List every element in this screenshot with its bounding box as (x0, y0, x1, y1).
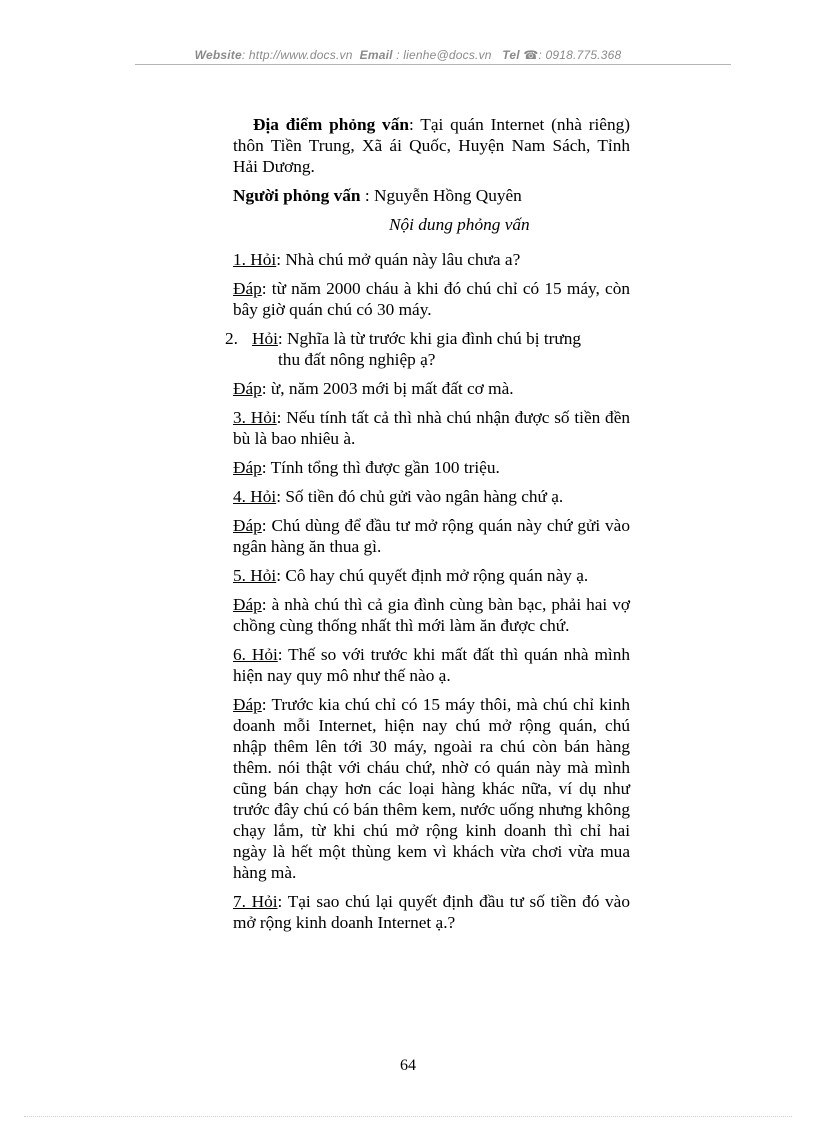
location-paragraph (233, 114, 630, 177)
answer-text: : à nhà chú thì cả gia đình cùng bàn bạc, phải hai vợ chồng cùng thống nhất thì mới làm ăn được chứ. (233, 595, 630, 635)
question-label: 1. Hỏi (233, 250, 277, 269)
answer-4 (233, 515, 630, 557)
question-3 (233, 407, 630, 449)
answer-text: : ừ, năm 2003 mới bị mất đất cơ mà. (261, 379, 514, 398)
answer-label: Đáp (233, 279, 262, 298)
question-1 (233, 249, 630, 270)
question-text-line2: thu đất nông nghiệp ạ? (278, 350, 436, 369)
answer-1 (233, 278, 630, 320)
answer-label: Đáp (233, 595, 262, 614)
website-value: : http://www.docs.vn (241, 48, 353, 62)
interviewer-text: : Nguyễn Hồng Quyên (360, 186, 522, 205)
website-label: Website (194, 48, 242, 62)
page-number: 64 (400, 1057, 416, 1074)
answer-label: Đáp (233, 695, 262, 714)
question-6 (233, 644, 630, 686)
header-divider (135, 64, 731, 65)
footer-divider (24, 1116, 792, 1117)
question-text: : Tại sao chú lại quyết định đầu tư số tiền đó vào mở rộng kinh doanh Internet ạ.? (233, 892, 630, 932)
location-label: Địa điểm phỏng vấn (253, 115, 409, 134)
location-text: : Tại quán Internet (nhà riêng) thôn Tiền Trung, Xã ái Quốc, Huyện Nam Sách, Tỉnh Hải Dương. (233, 115, 630, 176)
answer-label: Đáp (233, 379, 262, 398)
question-label: 3. Hỏi (233, 408, 277, 427)
answer-3 (233, 457, 630, 478)
question-text-line1: : Nghĩa là từ trước khi gia đình chú bị trưng (277, 329, 582, 348)
question-2 (225, 328, 630, 370)
answer-text: : từ năm 2000 cháu à khi đó chú chỉ có 15 máy, còn bây giờ quán chú có 30 máy. (233, 279, 630, 319)
interviewer-paragraph (233, 185, 630, 206)
phone-icon: ☎ (523, 48, 539, 62)
answer-label: Đáp (233, 458, 262, 477)
question-5 (233, 565, 630, 586)
question-label: 6. Hỏi (233, 645, 278, 664)
question-text: : Thế so với trước khi mất đất thì quán nhà mình hiện nay quy mô như thế nào ạ. (233, 645, 631, 685)
question-label: Hỏi (252, 329, 278, 348)
question-7 (233, 891, 630, 933)
tel-value: : 0918.775.368 (538, 48, 622, 62)
question-label: 5. Hỏi (233, 566, 277, 585)
page-header (0, 48, 816, 62)
answer-text: : Tính tổng thì được gần 100 triệu. (261, 458, 500, 477)
document-body (225, 114, 631, 941)
answer-text: : Chú dùng để đầu tư mở rộng quán này chứ gửi vào ngân hàng ăn thua gì. (233, 516, 630, 556)
question-4 (233, 486, 630, 507)
question-text: : Số tiền đó chủ gửi vào ngân hàng chứ ạ. (276, 487, 564, 506)
email-value: : lienhe@docs.vn (396, 48, 492, 62)
tel-label: Tel (502, 48, 520, 62)
section-title: Nội dung phỏng vấn (389, 215, 530, 234)
answer-2 (233, 378, 630, 399)
answer-5 (233, 594, 630, 636)
question-text: : Nếu tính tất cả thì nhà chú nhận được số tiền đền bù là bao nhiêu à. (233, 408, 631, 448)
interviewer-label: Người phỏng vấn (233, 186, 361, 205)
question-number: 2. (225, 329, 238, 348)
answer-6 (233, 694, 630, 883)
question-text: : Nhà chú mở quán này lâu chưa a? (276, 250, 521, 269)
question-label: 4. Hỏi (233, 487, 277, 506)
question-label: 7. Hỏi (233, 892, 278, 911)
answer-label: Đáp (233, 516, 262, 535)
question-text: : Cô hay chú quyết định mở rộng quán này ạ. (276, 566, 589, 585)
answer-text: : Trước kia chú chỉ có 15 máy thôi, mà chú chỉ kinh doanh mỗi Internet, hiện nay chú mở rộng quán, chú nhập thêm lên tới 30 máy, ngoài ra chú còn bán hàng thêm. nói thật với cháu chứ, nhờ có quán này mà mình cũng bán chạy hơn các loại hàng khác nữa, ví dụ như trước đây chú có bán thêm kem, nước uống nhưng không chạy lắm, từ khi chú mở rộng kinh doanh thì chỉ hai ngày là hết một thùng kem vì khách vừa chơi vừa mua hàng mà. (233, 695, 630, 882)
email-label: Email (359, 48, 393, 62)
